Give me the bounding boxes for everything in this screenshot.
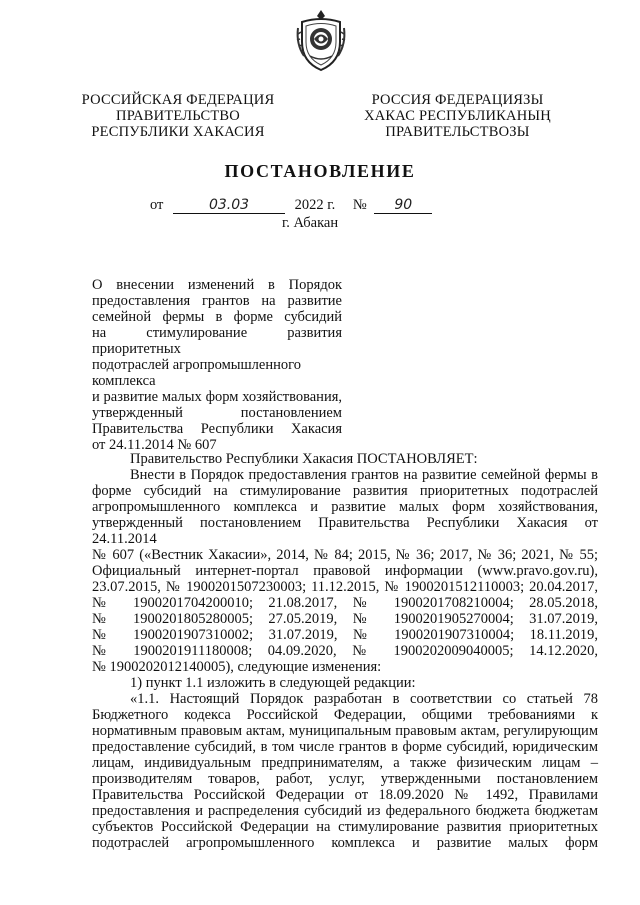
body-line: предоставление субсидий, в том числе грантов в форме субсидий, юридическим <box>92 739 598 755</box>
date-number-line <box>150 197 432 214</box>
body-line: подотраслей агропромышленного комплекса и развитие малых форм <box>92 835 598 851</box>
body-line: Правительство Республики Хакасия ПОСТАНОВЛЯЕТ: <box>130 451 478 467</box>
header-right-line: ХАКАС РЕСПУБЛИКАНЫҢ <box>364 108 551 124</box>
header-left-line: РЕСПУБЛИКИ ХАКАСИЯ <box>91 124 265 140</box>
body-line: 1) пункт 1.1 изложить в следующей редакции: <box>130 675 416 691</box>
body-line: лицам, индивидуальным предпринимателям, а также физическим лицам – <box>92 755 598 771</box>
number-value-handwritten: 90 <box>374 198 432 214</box>
header-right-block <box>350 92 565 140</box>
body-line: Бюджетного кодекса Российской Федерации, общими требованиями к <box>92 707 598 723</box>
body-line: агропромышленного комплекса и развитие малых форм хозяйствования, <box>92 499 598 515</box>
body-line: нормативным правовым актам, муниципальным правовым актам, регулирующим <box>92 723 598 739</box>
subject-line: О внесении изменений в Порядок <box>92 277 342 293</box>
body-line: утвержденный постановлением Правительства Республики Хакасия от 24.11.2014 <box>92 515 598 547</box>
body-line: № 1900201911180008; 04.09.2020, № 1900202009040005; 14.12.2020, <box>92 643 598 659</box>
header-left-block <box>78 92 278 140</box>
subject-line: от 24.11.2014 № 607 <box>92 437 217 453</box>
body-line: Правительства Российской Федерации от 18.09.2020 № 1492, Правилами <box>92 787 598 803</box>
body-line: № 1900201704200010; 21.08.2017, № 1900201708210004; 28.05.2018, <box>92 595 598 611</box>
year-text: 2022 г. <box>294 197 336 213</box>
body-line: Внести в Порядок предоставления грантов на развитие семейной фермы в <box>130 467 598 483</box>
date-value-handwritten: 03.03 <box>173 198 285 214</box>
body-line: Официальный интернет-портал правовой информации (www.pravo.gov.ru), <box>92 563 598 579</box>
header-left-line: РОССИЙСКАЯ ФЕДЕРАЦИЯ <box>81 92 275 108</box>
document-subject <box>92 277 342 453</box>
subject-line: семейной фермы в форме субсидий <box>92 309 342 325</box>
header-left-line: ПРАВИТЕЛЬСТВО <box>116 108 240 124</box>
subject-line: и развитие малых форм хозяйствования, <box>92 389 342 405</box>
header-right-line: ПРАВИТЕЛЬСТВОЗЫ <box>385 124 530 140</box>
document-body <box>92 451 598 851</box>
body-line: 23.07.2015, № 1900201507230003; 11.12.2015, № 1900201512110003; 20.04.2017, <box>92 579 598 595</box>
subject-line: подотраслей агропромышленного комплекса <box>92 357 301 389</box>
number-sign: № <box>352 197 367 213</box>
body-line: № 607 («Вестник Хакасии», 2014, № 84; 2015, № 36; 2017, № 36; 2021, № 55; <box>92 547 598 563</box>
document-title: ПОСТАНОВЛЕНИЕ <box>224 161 416 181</box>
body-line: № 1900201805280005; 27.05.2019, № 1900201905270004; 31.07.2019, <box>92 611 598 627</box>
subject-line: Правительства Республики Хакасия <box>92 421 342 437</box>
body-line: «1.1. Настоящий Порядок разработан в соответствии со статьей 78 <box>130 691 598 707</box>
subject-line: утвержденный постановлением <box>92 405 342 421</box>
subject-line: на стимулирование развития приоритетных <box>92 325 342 357</box>
body-line: производителям товаров, работ, услуг, утвержденными постановлением <box>92 771 598 787</box>
body-line: форме субсидий на стимулирование развития приоритетных подотраслей <box>92 483 598 499</box>
date-prefix: от <box>150 197 164 213</box>
subject-line: предоставления грантов на развитие <box>92 293 342 309</box>
body-line: № 1900201907310002; 31.07.2019, № 1900201907310004; 18.11.2019, <box>92 627 598 643</box>
body-line: субъектов Российской Федерации на стимулирование развития приоритетных <box>92 819 598 835</box>
coat-of-arms-emblem <box>294 8 348 72</box>
body-line: № 1900202012140005), следующие изменения: <box>92 659 382 675</box>
body-line: предоставления и распределения субсидий из федерального бюджета бюджетам <box>92 803 598 819</box>
city-name: г. Абакан <box>282 215 339 231</box>
header-right-line: РОССИЯ ФЕДЕРАЦИЯЗЫ <box>371 92 544 108</box>
